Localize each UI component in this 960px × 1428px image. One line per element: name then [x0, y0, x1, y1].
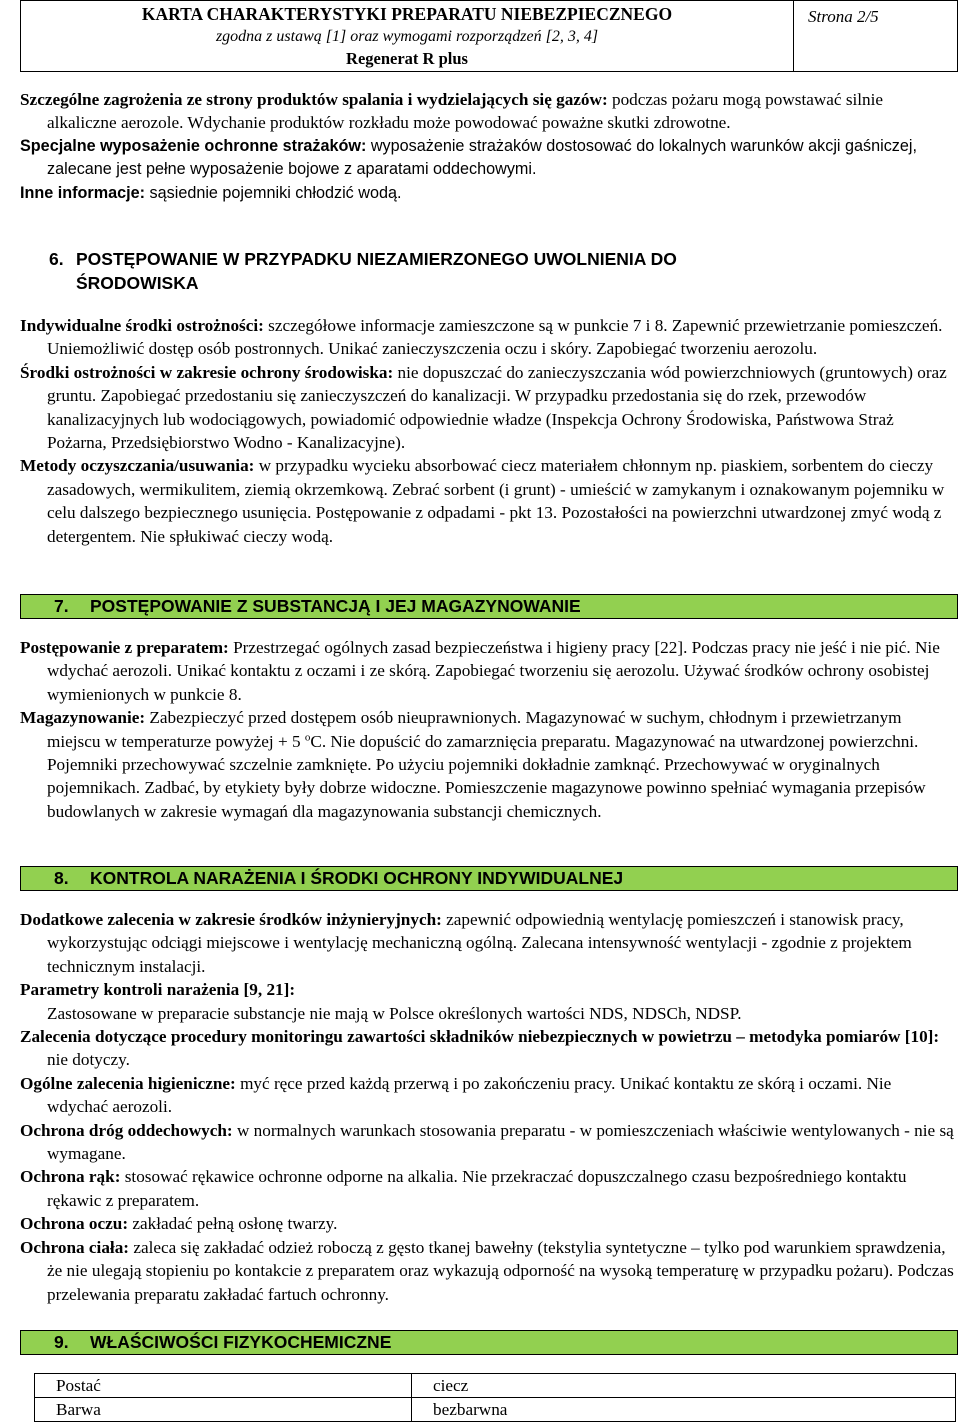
paragraph-eye-protection: Ochrona oczu: zakładać pełną osłonę twarzy. — [20, 1214, 338, 1234]
paragraph-exposure-parameters: Parametry kontroli narażenia [9, 21]: — [20, 980, 296, 1000]
paragraph-other-info: Inne informacje: sąsiednie pojemniki chłodzić wodą. — [20, 183, 402, 202]
paragraph-hygiene: Ogólne zalecenia higieniczne: myć ręce przed każdą przerwą i po zakończeniu pracy. Unikać kontaktu ze skórą i oczami. Nie wdychać aerozoli. — [20, 1073, 892, 1117]
paragraph-body-protection: Ochrona ciała: zaleca się zakładać odzież roboczą z gęsto tkanej bawełny (tekstylia syntetyczne – tylko pod warunkiem sprawdzenia, że nie ulegają stopieniu po kontakcie z preparatem oraz wykazują odporność na wysoką temperaturę w przypadku pożaru). Podczas przelewania preparatu zakładać fartuch ochronny. — [20, 1237, 954, 1304]
section-9-heading — [20, 1330, 958, 1355]
section-7-bar: 7. POSTĘPOWANIE Z SUBSTANCJĄ I JEJ MAGAZYNOWANIE — [20, 594, 958, 619]
table-row — [35, 1398, 956, 1422]
section-8-body — [20, 908, 955, 1306]
properties-table — [34, 1373, 956, 1422]
paragraph-hand-protection: Ochrona rąk: stosować rękawice ochronne odporne na alkalia. Nie przekraczać dopuszczalnego czasu bezpośredniego kontaktu rękawic z preparatem. — [20, 1167, 907, 1210]
page-header — [20, 0, 958, 72]
section-6-title-cont: ŚRODOWISKA — [76, 272, 199, 293]
section-7-title: POSTĘPOWANIE Z SUBSTANCJĄ I JEJ MAGAZYNOWANIE — [90, 596, 581, 616]
section-8-bar: 8. KONTROLA NARAŻENIA I ŚRODKI OCHRONY INDYWIDUALNEJ — [20, 866, 958, 891]
paragraph-storage: Magazynowanie: Zabezpieczyć przed dostępem osób nieuprawnionych. Magazynować w suchym, chłodnym i przewietrzanym miejscu w temperaturze powyżej + 5 $^o$C. Nie dopuścić do zamarznięcia preparatu. Magazynować na utwardzonej powierzchni. Pojemniki przechowywać szczelnie zamknięte. Po użyciu pojemniki dokładnie zamknąć. Przechowywać w oryginalnych pojemnikach. Zadbać, by etykiety były dobrze widoczne. Pomieszczenie magazynowe powinno spełniać wymagania przepisów budowlanych w zakresie wymagań dla magazynowania substancji chemicznych. — [20, 708, 926, 821]
property-value: bezbarwna — [412, 1398, 956, 1422]
header-info-cell — [21, 1, 794, 72]
section-7-heading — [20, 594, 958, 619]
product-name: Regenerat R plus — [346, 49, 468, 68]
section-8-title: KONTROLA NARAŻENIA I ŚRODKI OCHRONY INDYWIDUALNEJ — [90, 868, 624, 888]
section-8-heading — [20, 866, 958, 891]
paragraph-engineering-controls: Dodatkowe zalecenia w zakresie środków inżynieryjnych: zapewnić odpowiednią wentylację pomieszczeń i stanowisk pracy, wykorzystując odciągi miejscowe i wentylację mechaniczną ogólną. Zalecana intensywność wentylacji - zgodnie z projektem technicznym instalacji. — [20, 910, 912, 976]
page-number: Strona 2/5 — [794, 1, 958, 72]
section-6-heading: 6. POSTĘPOWANIE W PRZYPADKU NIEZAMIERZONEGO UWOLNIENIA DO ŚRODOWISKA — [49, 249, 677, 293]
paragraph-combustion-hazards: Szczególne zagrożenia ze strony produktów spalania i wydzielających się gazów: podczas pożaru mogą powstawać silnie alkaliczne aerozole. Wdychanie produktów rozkładu może powodować poważne skutki zdrowotne. — [20, 90, 884, 133]
section-7-body — [20, 636, 955, 823]
section-6-title: POSTĘPOWANIE W PRZYPADKU NIEZAMIERZONEGO UWOLNIENIA DO — [76, 249, 677, 269]
table-row — [35, 1374, 956, 1398]
paragraph-environmental-precautions: Środki ostrożności w zakresie ochrony środowiska: nie dopuszczać do zanieczyszczania wód powierzchniowych (gruntowych) oraz gruntu. Zapobiegać przedostaniu się zanieczyszczeń do kanalizacji. W przypadku przedostania się do rzek, przewodów kanalizacyjnych lub wodociągowych, powiadomić odpowiednie władze (Inspekcja Ochrony Środowiska, Państwowa Straż Pożarna, Przedsiębiorstwo Wodno - Kanalizacyjne). — [20, 362, 947, 453]
document-title: KARTA CHARAKTERYSTYKI PREPARATU NIEBEZPIECZNEGO — [141, 4, 673, 24]
section-9-title: WŁAŚCIWOŚCI FIZYKOCHEMICZNE — [90, 1332, 392, 1352]
paragraph-monitoring-procedure: Zalecenia dotyczące procedury monitoringu zawartości składników niebezpiecznych w powietrzu – metodyka pomiarów [10]: nie dotyczy. — [20, 1027, 940, 1070]
paragraph-exposure-values: Zastosowane w preparacie substancje nie mają w Polsce określonych wartości NDS, NDSCh, NDSP. — [47, 1003, 742, 1023]
property-name: Postać — [35, 1374, 412, 1398]
section-9-bar: 9. WŁAŚCIWOŚCI FIZYKOCHEMICZNE — [20, 1330, 958, 1355]
property-value: ciecz — [412, 1374, 956, 1398]
paragraph-firefighter-equipment: Specjalne wyposażenie ochronne strażaków: wyposażenie strażaków dostosować do lokalnych warunków akcji gaśniczej, zalecane jest pełne wyposażenie bojowe z aparatami oddechowymi. — [20, 136, 917, 179]
paragraph-cleanup-methods: Metody oczyszczania/usuwania: w przypadku wycieku absorbować ciecz materiałem chłonnym np. piaskiem, sorbentem do cieczy zasadowych, wermikulitem, ziemią okrzemkową. Zebrać sorbent (i grunt) - umieścić w zamykanym i oznakowanym pojemniku w celu dalszego bezpiecznego usunięcia. Postępowanie z odpadami - pkt 13. Pozostałości na powierzchni utwardzonej zmyć wodą z detergentem. Nie spłukiwać cieczy wodą. — [20, 456, 945, 546]
section-5-continuation — [20, 88, 955, 205]
paragraph-respiratory-protection: Ochrona dróg oddechowych: w normalnych warunkach stosowania preparatu - w pomieszczeniach właściwie wentylowanych - nie są wymagane. — [20, 1120, 954, 1164]
paragraph-personal-precautions: Indywidualne środki ostrożności: szczegółowe informacje zamieszczone są w punkcie 7 i 8. Zapewnić przewietrzanie pomieszczeń. Uniemożliwić dostęp osób postronnych. Unikać zanieczyszczenia oczu i skóry. Zapobiegać tworzeniu aerozolu. — [20, 316, 943, 359]
paragraph-handling: Postępowanie z preparatem: Przestrzegać ogólnych zasad bezpieczeństwa i higieny pracy [22]. Podczas pracy nie jeść i nie pić. Nie wdychać aerozoli. Unikać kontaktu z oczami i ze skórą. Zapobiegać tworzeniu się aerozolu. Używać środków ochrony osobistej wymienionych w punkcie 8. — [20, 638, 940, 704]
property-name: Barwa — [35, 1398, 412, 1422]
document-subtitle: zgodna z ustawą [1] oraz wymogami rozporządzeń [2, 3, 4] — [215, 27, 599, 45]
section-6-body — [20, 314, 955, 548]
